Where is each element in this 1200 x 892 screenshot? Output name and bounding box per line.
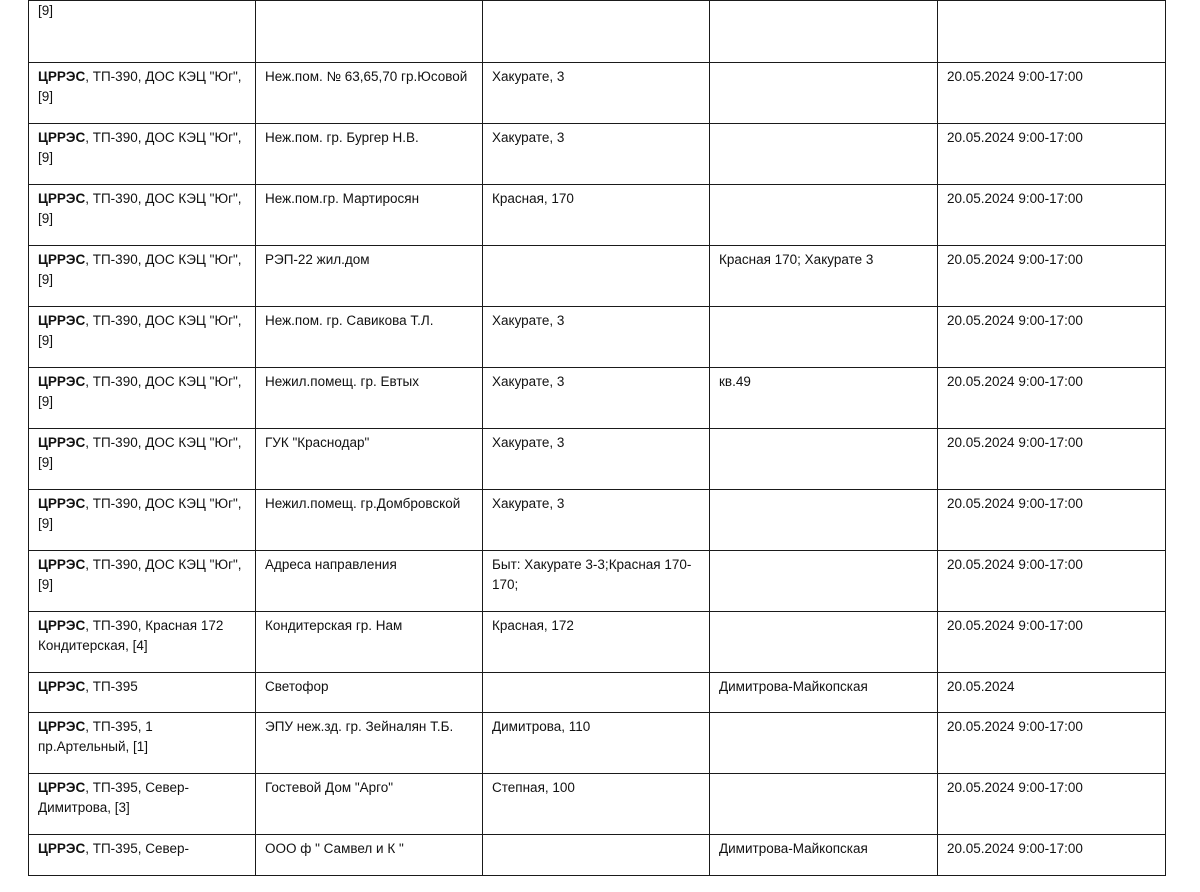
network-source-cell — [29, 63, 256, 124]
network-source-cell — [29, 368, 256, 429]
table-row — [29, 713, 1166, 774]
extra-address-cell — [710, 63, 938, 124]
extra-address-cell — [710, 490, 938, 551]
table-row — [29, 774, 1166, 835]
outage-time-cell: 20.05.2024 9:00-17:00 — [938, 490, 1166, 551]
network-source-cell — [29, 835, 256, 876]
outage-time-cell: 20.05.2024 — [938, 673, 1166, 713]
source-text: , ТП-395 — [85, 679, 138, 694]
table-row — [29, 63, 1166, 124]
address-cell: Степная, 100 — [483, 774, 710, 835]
outage-table — [28, 0, 1166, 876]
object-name-cell: Неж.пом.гр. Мартиросян — [256, 185, 483, 246]
outage-time-cell: 20.05.2024 9:00-17:00 — [938, 835, 1166, 876]
table-row — [29, 1, 1166, 63]
table-row — [29, 429, 1166, 490]
source-text: , ТП-395, 1 пр.Артельный, [1] — [38, 719, 153, 754]
outage-time-cell: 20.05.2024 9:00-17:00 — [938, 368, 1166, 429]
network-name: ЦРРЭС — [38, 679, 86, 694]
network-source-cell — [29, 307, 256, 368]
object-name-cell: Неж.пом. гр. Бургер Н.В. — [256, 124, 483, 185]
table-row — [29, 612, 1166, 673]
extra-address-cell — [710, 429, 938, 490]
table-row — [29, 673, 1166, 713]
extra-address-cell — [710, 612, 938, 673]
address-cell — [483, 673, 710, 713]
object-name-cell: ООО ф " Самвел и К " — [256, 835, 483, 876]
extra-address-cell — [710, 1, 938, 63]
source-text: , ТП-390, ДОС КЭЦ "Юг", [9] — [38, 252, 242, 287]
network-source-cell — [29, 124, 256, 185]
object-name-cell: Нежил.помещ. гр.Домбровской — [256, 490, 483, 551]
object-name-cell: Светофор — [256, 673, 483, 713]
object-name-cell: РЭП-22 жил.дом — [256, 246, 483, 307]
source-text: , ТП-390, Красная 172 Кондитерская, [4] — [38, 618, 224, 653]
outage-table-body — [29, 1, 1166, 876]
address-cell: Хакурате, 3 — [483, 63, 710, 124]
source-text: , ТП-390, ДОС КЭЦ "Юг", [9] — [38, 496, 242, 531]
source-text: , ТП-390, ДОС КЭЦ "Юг", [9] — [38, 557, 242, 592]
object-name-cell: Кондитерская гр. Нам — [256, 612, 483, 673]
network-name: ЦРРЭС — [38, 841, 86, 856]
object-name-cell: Неж.пом. № 63,65,70 гр.Юсовой — [256, 63, 483, 124]
source-text: , ТП-390, ДОС КЭЦ "Юг", [9] — [38, 374, 242, 409]
address-cell: Красная, 170 — [483, 185, 710, 246]
extra-address-cell: Красная 170; Хакурате 3 — [710, 246, 938, 307]
network-source-cell — [29, 1, 256, 63]
network-name: ЦРРЭС — [38, 557, 86, 572]
outage-time-cell: 20.05.2024 9:00-17:00 — [938, 713, 1166, 774]
network-name: ЦРРЭС — [38, 435, 86, 450]
address-cell: Хакурате, 3 — [483, 429, 710, 490]
network-name: ЦРРЭС — [38, 618, 86, 633]
source-text: , ТП-395, Север-Димитрова, [3] — [38, 780, 189, 815]
address-cell — [483, 835, 710, 876]
network-source-cell — [29, 774, 256, 835]
table-row — [29, 307, 1166, 368]
outage-time-cell: 20.05.2024 9:00-17:00 — [938, 307, 1166, 368]
outage-time-cell: 20.05.2024 9:00-17:00 — [938, 63, 1166, 124]
network-name: ЦРРЭС — [38, 69, 86, 84]
table-row — [29, 185, 1166, 246]
table-row — [29, 368, 1166, 429]
table-row — [29, 835, 1166, 876]
table-row — [29, 246, 1166, 307]
network-name: ЦРРЭС — [38, 313, 86, 328]
address-cell: Хакурате, 3 — [483, 124, 710, 185]
table-row — [29, 124, 1166, 185]
network-source-cell — [29, 246, 256, 307]
extra-address-cell: кв.49 — [710, 368, 938, 429]
outage-time-cell: 20.05.2024 9:00-17:00 — [938, 429, 1166, 490]
network-source-cell — [29, 673, 256, 713]
address-cell: Хакурате, 3 — [483, 368, 710, 429]
extra-address-cell — [710, 774, 938, 835]
address-cell — [483, 1, 710, 63]
extra-address-cell: Димитрова-Майкопская — [710, 673, 938, 713]
source-text: , ТП-390, ДОС КЭЦ "Юг", [9] — [38, 435, 242, 470]
network-name: ЦРРЭС — [38, 252, 86, 267]
address-cell: Хакурате, 3 — [483, 490, 710, 551]
outage-time-cell: 20.05.2024 9:00-17:00 — [938, 551, 1166, 612]
network-source-cell — [29, 490, 256, 551]
network-source-cell — [29, 185, 256, 246]
address-cell: Димитрова, 110 — [483, 713, 710, 774]
extra-address-cell — [710, 713, 938, 774]
address-cell: Красная, 172 — [483, 612, 710, 673]
object-name-cell: Нежил.помещ. гр. Евтых — [256, 368, 483, 429]
object-name-cell: Неж.пом. гр. Савикова Т.Л. — [256, 307, 483, 368]
outage-time-cell — [938, 1, 1166, 63]
address-cell: Быт: Хакурате 3-3;Красная 170-170; — [483, 551, 710, 612]
outage-time-cell: 20.05.2024 9:00-17:00 — [938, 774, 1166, 835]
object-name-cell: ГУК "Краснодар" — [256, 429, 483, 490]
network-name: ЦРРЭС — [38, 191, 86, 206]
source-text: , ТП-395, Север- — [85, 841, 189, 856]
address-cell: Хакурате, 3 — [483, 307, 710, 368]
source-text: , ТП-390, ДОС КЭЦ "Юг", [9] — [38, 313, 242, 348]
object-name-cell: ЭПУ неж.зд. гр. Зейналян Т.Б. — [256, 713, 483, 774]
extra-address-cell — [710, 185, 938, 246]
object-name-cell: Гостевой Дом "Арго" — [256, 774, 483, 835]
network-name: ЦРРЭС — [38, 780, 86, 795]
extra-address-cell: Димитрова-Майкопская — [710, 835, 938, 876]
extra-address-cell — [710, 307, 938, 368]
network-name: ЦРРЭС — [38, 496, 86, 511]
network-name: ЦРРЭС — [38, 374, 86, 389]
outage-time-cell: 20.05.2024 9:00-17:00 — [938, 612, 1166, 673]
source-text: , ТП-390, ДОС КЭЦ "Юг", [9] — [38, 191, 242, 226]
source-text: [9] — [38, 3, 54, 18]
object-name-cell: Адреса направления — [256, 551, 483, 612]
source-text: , ТП-390, ДОС КЭЦ "Юг", [9] — [38, 130, 242, 165]
network-source-cell — [29, 551, 256, 612]
object-name-cell — [256, 1, 483, 63]
table-row — [29, 490, 1166, 551]
table-row — [29, 551, 1166, 612]
outage-time-cell: 20.05.2024 9:00-17:00 — [938, 246, 1166, 307]
network-source-cell — [29, 612, 256, 673]
network-source-cell — [29, 713, 256, 774]
source-text: , ТП-390, ДОС КЭЦ "Юг", [9] — [38, 69, 242, 104]
outage-time-cell: 20.05.2024 9:00-17:00 — [938, 185, 1166, 246]
network-name: ЦРРЭС — [38, 130, 86, 145]
network-source-cell — [29, 429, 256, 490]
extra-address-cell — [710, 551, 938, 612]
network-name: ЦРРЭС — [38, 719, 86, 734]
extra-address-cell — [710, 124, 938, 185]
outage-time-cell: 20.05.2024 9:00-17:00 — [938, 124, 1166, 185]
address-cell — [483, 246, 710, 307]
